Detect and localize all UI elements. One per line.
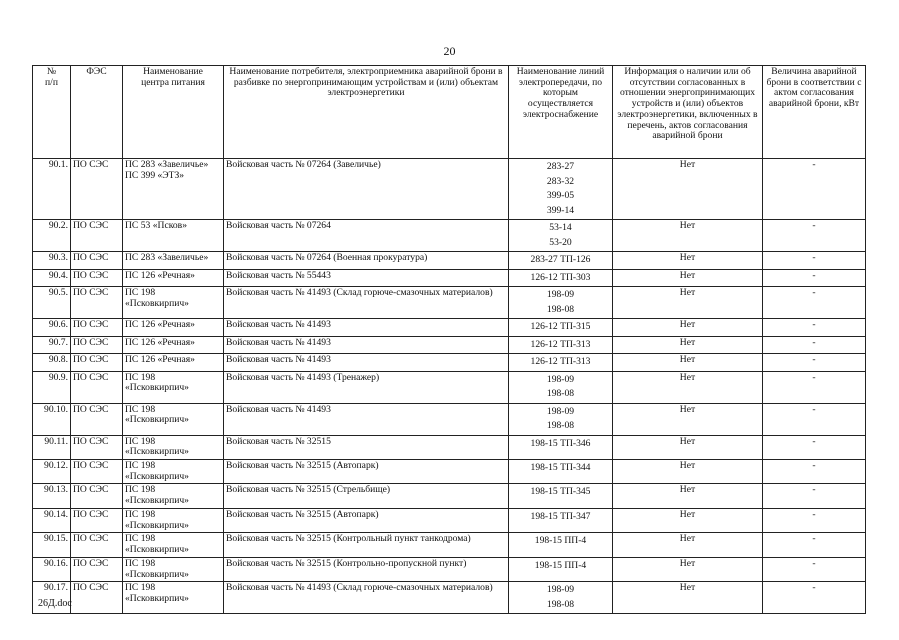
row-fes: ПО СЭС: [71, 435, 123, 459]
row-fes: ПО СЭС: [71, 371, 123, 403]
row-center: ПС 198 «Псковкирпич»: [123, 508, 224, 532]
row-center: ПС 126 «Речная»: [123, 269, 224, 287]
row-consumer: Войсковая часть № 41493 (Тренажер): [224, 371, 509, 403]
row-consumer: Войсковая часть № 32515: [224, 435, 509, 459]
row-info: Нет: [613, 252, 763, 270]
row-fes: ПО СЭС: [71, 557, 123, 581]
header-value: Величина аварийной брони в соответствии с актом согласования аварийной брони, кВт: [763, 66, 866, 159]
row-fes: ПО СЭС: [71, 582, 123, 614]
row-consumer: Войсковая часть № 07264: [224, 220, 509, 252]
header-consumer: Наименование потребителя, электроприемника аварийной брони в разбивке по энергопринимающим устройствам и (или) объектам электроэнергетики: [224, 66, 509, 159]
row-fes: ПО СЭС: [71, 403, 123, 435]
table-row: [33, 159, 866, 220]
row-fes: ПО СЭС: [71, 354, 123, 372]
row-lines: 198-15 ТП-346: [509, 435, 613, 459]
table-row: [33, 220, 866, 252]
row-value: -: [763, 484, 866, 508]
row-center: ПС 198 «Псковкирпич»: [123, 371, 224, 403]
row-value: -: [763, 159, 866, 220]
table-row: [33, 287, 866, 319]
row-value: -: [763, 459, 866, 483]
row-lines: 126-12 ТП-303: [509, 269, 613, 287]
row-fes: ПО СЭС: [71, 336, 123, 354]
row-info: Нет: [613, 403, 763, 435]
row-number: 90.15.: [33, 533, 71, 557]
row-info: Нет: [613, 319, 763, 337]
row-fes: ПО СЭС: [71, 319, 123, 337]
row-fes: ПО СЭС: [71, 533, 123, 557]
row-consumer: Войсковая часть № 41493: [224, 336, 509, 354]
table-row: [33, 435, 866, 459]
table-row: [33, 557, 866, 581]
row-consumer: Войсковая часть № 41493: [224, 354, 509, 372]
row-number: 90.4.: [33, 269, 71, 287]
row-number: 90.2.: [33, 220, 71, 252]
row-fes: ПО СЭС: [71, 159, 123, 220]
header-center: Наименование центра питания: [123, 66, 224, 159]
row-center: ПС 53 «Псков»: [123, 220, 224, 252]
table-row: [33, 533, 866, 557]
row-info: Нет: [613, 435, 763, 459]
table-row: [33, 371, 866, 403]
header-fes: ФЭС: [71, 66, 123, 159]
row-info: Нет: [613, 269, 763, 287]
row-consumer: Войсковая часть № 55443: [224, 269, 509, 287]
row-consumer: Войсковая часть № 41493: [224, 403, 509, 435]
file-name: 26Д.doc: [38, 598, 72, 609]
row-consumer: Войсковая часть № 32515 (Контрольный пункт танкодрома): [224, 533, 509, 557]
row-fes: ПО СЭС: [71, 287, 123, 319]
row-lines: 198-15 ПП-4: [509, 533, 613, 557]
row-fes: ПО СЭС: [71, 484, 123, 508]
row-fes: ПО СЭС: [71, 459, 123, 483]
row-lines: 53-14 53-20: [509, 220, 613, 252]
row-lines: 126-12 ТП-313: [509, 354, 613, 372]
row-number: 90.17.: [33, 582, 71, 614]
row-center: ПС 198 «Псковкирпич»: [123, 287, 224, 319]
row-value: -: [763, 287, 866, 319]
row-value: -: [763, 533, 866, 557]
row-fes: ПО СЭС: [71, 269, 123, 287]
header-num: № п/п: [33, 66, 71, 159]
row-value: -: [763, 582, 866, 614]
row-center: ПС 283 «Завеличье»: [123, 252, 224, 270]
row-value: -: [763, 269, 866, 287]
row-center: ПС 198 «Псковкирпич»: [123, 533, 224, 557]
row-info: Нет: [613, 336, 763, 354]
row-center: ПС 126 «Речная»: [123, 319, 224, 337]
row-value: -: [763, 252, 866, 270]
row-info: Нет: [613, 287, 763, 319]
row-number: 90.6.: [33, 319, 71, 337]
row-consumer: Войсковая часть № 07264 (Военная прокуратура): [224, 252, 509, 270]
row-value: -: [763, 319, 866, 337]
row-info: Нет: [613, 159, 763, 220]
row-info: Нет: [613, 533, 763, 557]
row-value: -: [763, 371, 866, 403]
row-center: ПС 126 «Речная»: [123, 336, 224, 354]
page-number: 20: [443, 44, 456, 58]
row-lines: 198-15 ТП-344: [509, 459, 613, 483]
row-lines: 198-09 198-08: [509, 403, 613, 435]
row-info: Нет: [613, 557, 763, 581]
row-value: -: [763, 557, 866, 581]
header-info: Информация о наличии или об отсутствии согласованных в отношении энергопринимающих устройств и (или) объектов электроэнергетики, включенных в перечень, актов согласования аварийной брони: [613, 66, 763, 159]
table-header-row: [33, 66, 866, 159]
row-lines: 198-09 198-08: [509, 371, 613, 403]
row-number: 90.16.: [33, 557, 71, 581]
table-row: [33, 269, 866, 287]
row-center: ПС 198 «Псковкирпич»: [123, 403, 224, 435]
consumer-table: [32, 65, 866, 614]
row-info: Нет: [613, 484, 763, 508]
row-value: -: [763, 354, 866, 372]
row-number: 90.9.: [33, 371, 71, 403]
row-consumer: Войсковая часть № 32515 (Контрольно-пропускной пункт): [224, 557, 509, 581]
row-center: ПС 198 «Псковкирпич»: [123, 459, 224, 483]
row-value: -: [763, 336, 866, 354]
row-lines: 283-27 283-32 399-05 399-14: [509, 159, 613, 220]
row-fes: ПО СЭС: [71, 508, 123, 532]
table-row: [33, 252, 866, 270]
row-lines: 283-27 ТП-126: [509, 252, 613, 270]
row-lines: 198-15 ТП-347: [509, 508, 613, 532]
row-center: ПС 126 «Речная»: [123, 354, 224, 372]
row-center: ПС 198 «Псковкирпич»: [123, 557, 224, 581]
row-value: -: [763, 508, 866, 532]
row-number: 90.13.: [33, 484, 71, 508]
row-info: Нет: [613, 459, 763, 483]
row-center: ПС 198 «Псковкирпич»: [123, 484, 224, 508]
row-lines: 198-15 ПП-4: [509, 557, 613, 581]
table-row: [33, 582, 866, 614]
row-fes: ПО СЭС: [71, 252, 123, 270]
row-consumer: Войсковая часть № 32515 (Автопарк): [224, 459, 509, 483]
row-consumer: Войсковая часть № 32515 (Стрельбище): [224, 484, 509, 508]
row-consumer: Войсковая часть № 41493 (Склад горюче-смазочных материалов): [224, 287, 509, 319]
row-consumer: Войсковая часть № 41493: [224, 319, 509, 337]
row-consumer: Войсковая часть № 07264 (Завеличье): [224, 159, 509, 220]
row-number: 90.1.: [33, 159, 71, 220]
table-row: [33, 459, 866, 483]
row-info: Нет: [613, 508, 763, 532]
header-lines: Наименование линий электропередачи, по которым осуществляется электроснабжение: [509, 66, 613, 159]
row-number: 90.3.: [33, 252, 71, 270]
row-lines: 126-12 ТП-315: [509, 319, 613, 337]
row-number: 90.7.: [33, 336, 71, 354]
table-row: [33, 508, 866, 532]
row-number: 90.5.: [33, 287, 71, 319]
row-value: -: [763, 220, 866, 252]
row-lines: 198-09 198-08: [509, 287, 613, 319]
row-number: 90.12.: [33, 459, 71, 483]
table-row: [33, 484, 866, 508]
table-body: [33, 159, 866, 614]
table-row: [33, 319, 866, 337]
row-info: Нет: [613, 371, 763, 403]
table-row: [33, 403, 866, 435]
row-fes: ПО СЭС: [71, 220, 123, 252]
row-lines: 198-09 198-08: [509, 582, 613, 614]
row-number: 90.10.: [33, 403, 71, 435]
row-center: ПС 198 «Псковкирпич»: [123, 582, 224, 614]
row-info: Нет: [613, 354, 763, 372]
row-info: Нет: [613, 582, 763, 614]
table-row: [33, 336, 866, 354]
row-lines: 126-12 ТП-313: [509, 336, 613, 354]
table-row: [33, 354, 866, 372]
row-value: -: [763, 435, 866, 459]
row-center: ПС 198 «Псковкирпич»: [123, 435, 224, 459]
row-center: ПС 283 «Завеличье» ПС 399 «ЭТЗ»: [123, 159, 224, 220]
row-number: 90.11.: [33, 435, 71, 459]
row-info: Нет: [613, 220, 763, 252]
row-consumer: Войсковая часть № 32515 (Автопарк): [224, 508, 509, 532]
row-number: 90.8.: [33, 354, 71, 372]
row-consumer: Войсковая часть № 41493 (Склад горюче-смазочных материалов): [224, 582, 509, 614]
row-number: 90.14.: [33, 508, 71, 532]
row-lines: 198-15 ТП-345: [509, 484, 613, 508]
row-value: -: [763, 403, 866, 435]
